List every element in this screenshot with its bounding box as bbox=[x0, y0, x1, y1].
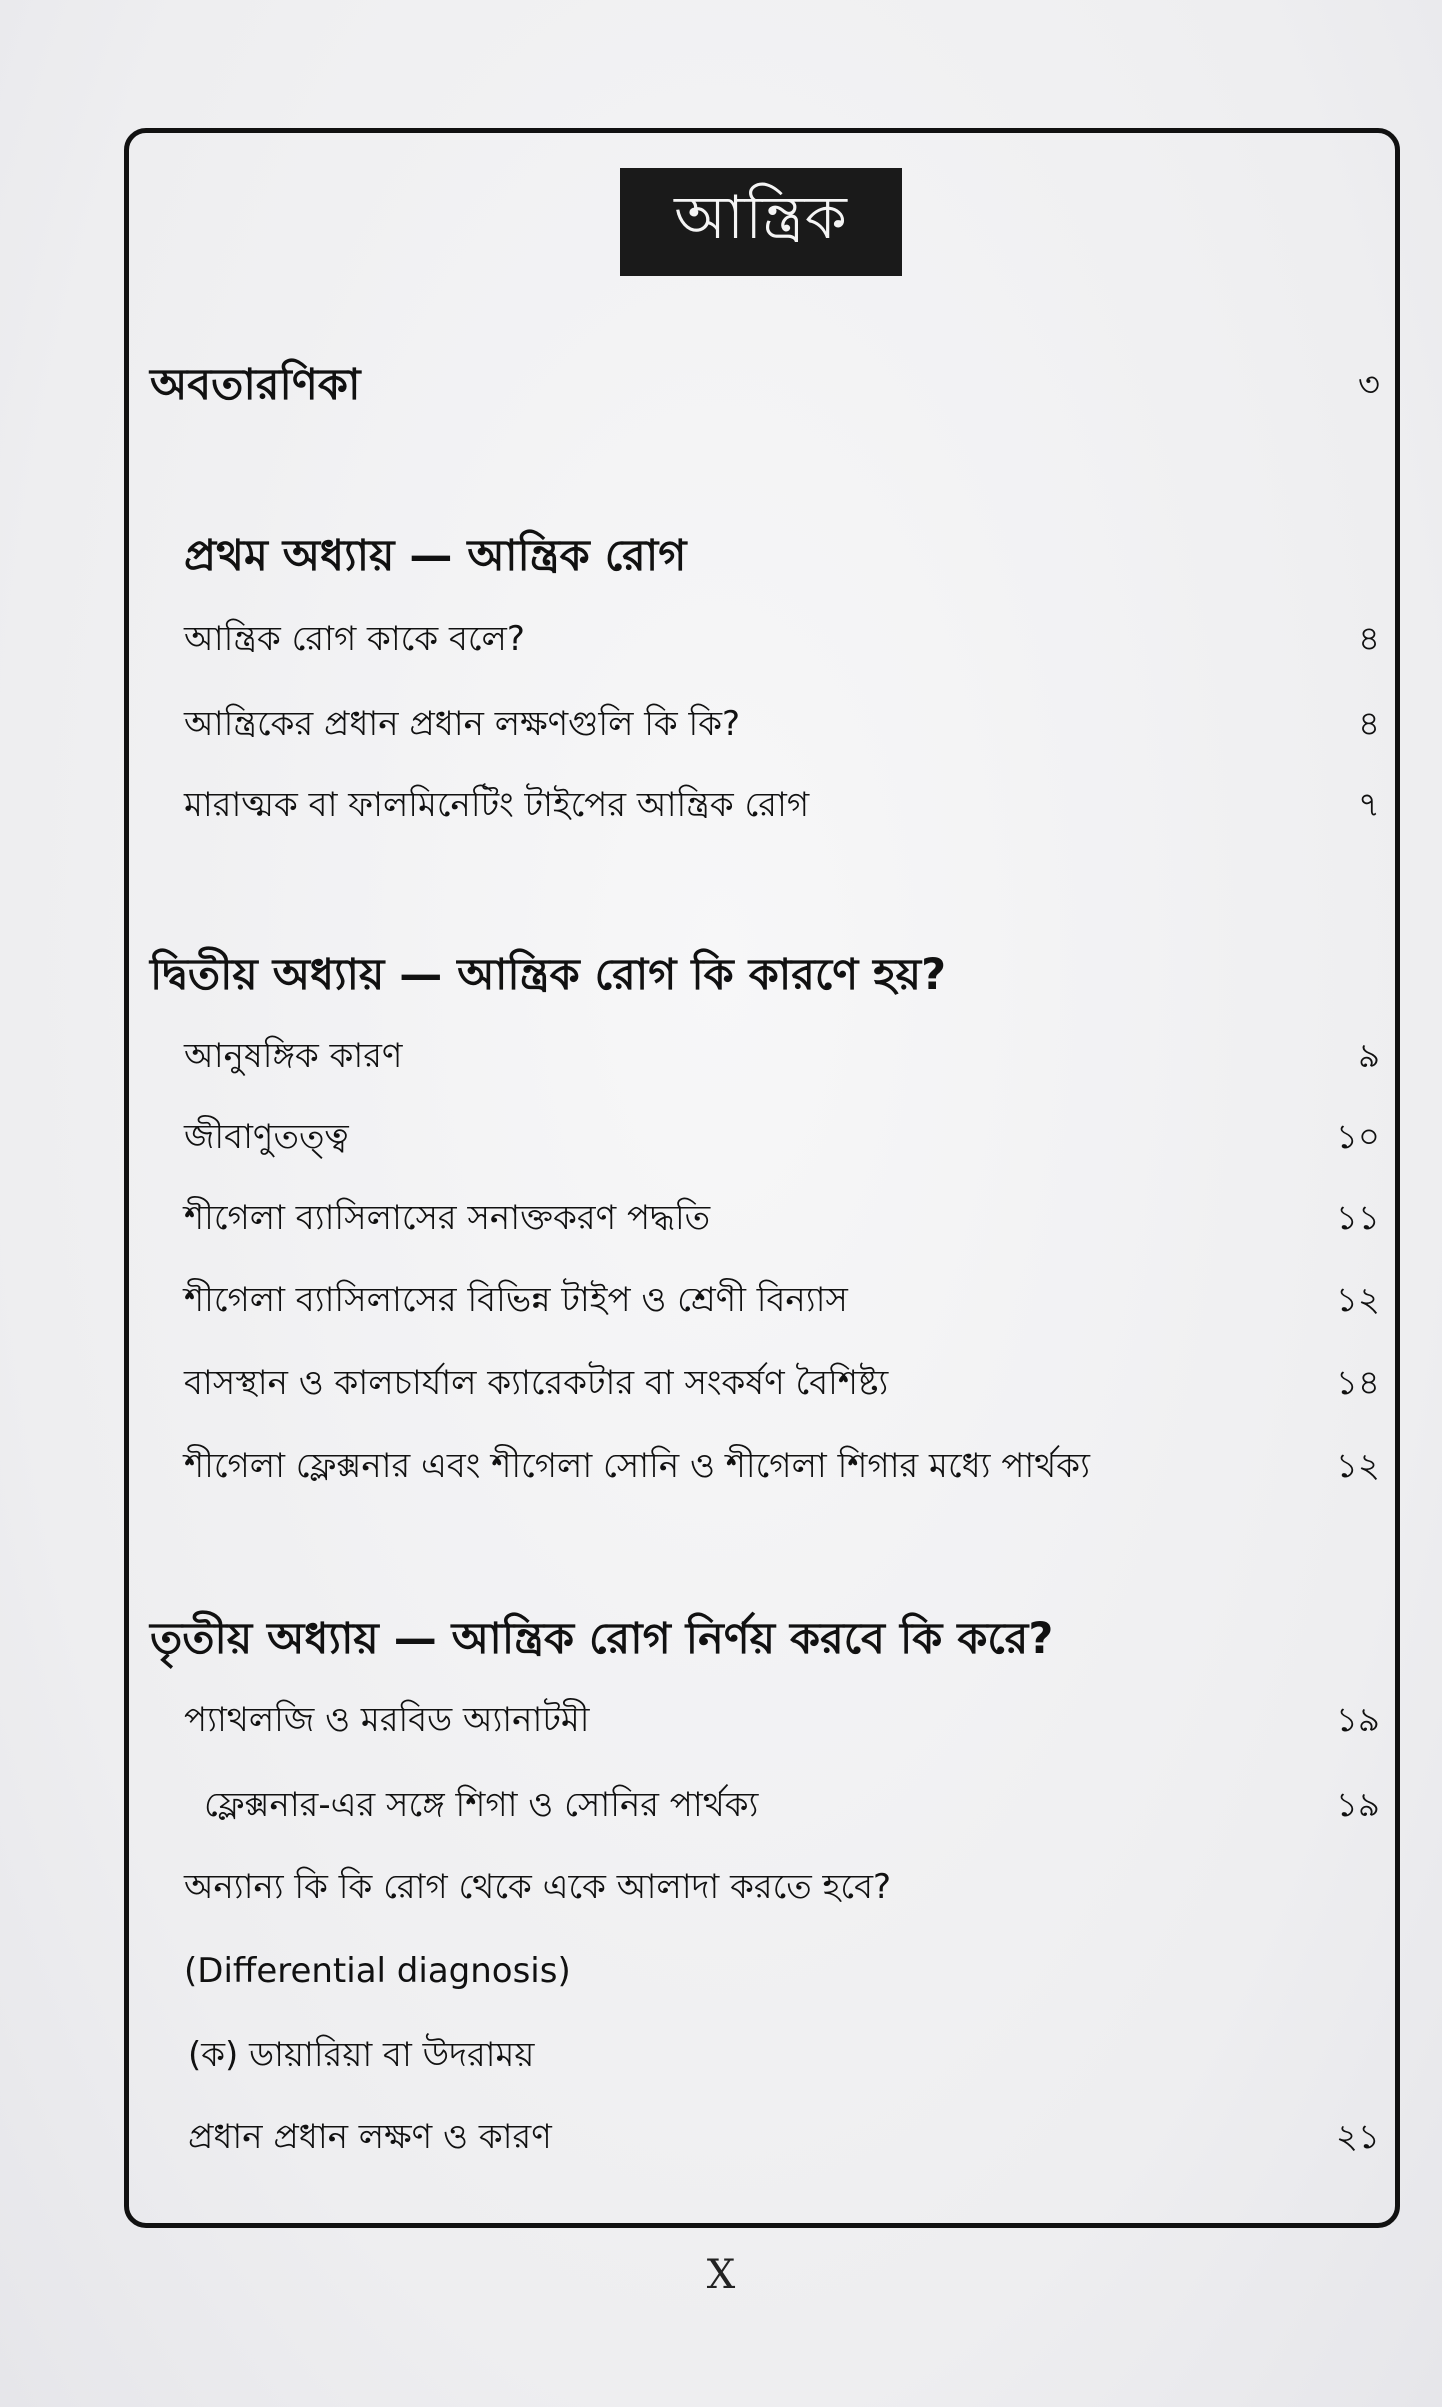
chapter-heading: দ্বিতীয় অধ্যায় — আন্ত্রিক রোগ কি কারণে হয়? bbox=[150, 950, 947, 1000]
toc-entry-label: প্যাথলজি ও মরবিড অ্যানাটমী bbox=[184, 1700, 590, 1740]
chapter-2-heading-row bbox=[0, 940, 1442, 1010]
toc-entry-label: আন্ত্রিকের প্রধান প্রধান লক্ষণগুলি কি কি? bbox=[184, 704, 741, 744]
toc-entry-label: শীগেলা ফ্লেক্সনার এবং শীগেলা সোনি ও শীগেলা শিগার মধ্যে পার্থক্য bbox=[184, 1446, 1090, 1486]
toc-entry-row bbox=[0, 1770, 1442, 1840]
toc-entry-row bbox=[0, 2020, 1442, 2090]
toc-page-number: ১০ bbox=[1335, 1117, 1380, 1157]
chapter-heading: প্রথম অধ্যায় — আন্ত্রিক রোগ bbox=[184, 531, 687, 581]
toc-page-number: ৩ bbox=[1357, 365, 1380, 405]
toc-page-number: ৪ bbox=[1357, 619, 1380, 659]
title-banner bbox=[620, 168, 902, 276]
page-folio: X bbox=[706, 2252, 736, 2298]
toc-entry-row bbox=[0, 1852, 1442, 1922]
toc-page-number: ১৪ bbox=[1335, 1363, 1380, 1403]
toc-page-number: ১১ bbox=[1335, 1198, 1380, 1238]
toc-entry-row bbox=[0, 2102, 1442, 2172]
chapter-1-heading-row bbox=[0, 521, 1442, 591]
toc-entry-row bbox=[0, 1102, 1442, 1172]
toc-page-number: ৭ bbox=[1357, 785, 1380, 825]
toc-intro-row bbox=[0, 350, 1442, 420]
toc-heading-label: অবতারণিকা bbox=[150, 360, 361, 410]
toc-entry-label: ফ্লেক্সনার-এর সঙ্গে শিগা ও সোনির পার্থক্য bbox=[204, 1785, 759, 1825]
chapter-heading: তৃতীয় অধ্যায় — আন্ত্রিক রোগ নির্ণয় করবে কি করে? bbox=[150, 1614, 1054, 1664]
toc-entry-label: অন্যান্য কি কি রোগ থেকে একে আলাদা করতে হবে? bbox=[184, 1867, 892, 1907]
toc-entry-row bbox=[0, 1348, 1442, 1418]
toc-entry-label: শীগেলা ব্যাসিলাসের বিভিন্ন টাইপ ও শ্রেণী বিন্যাস bbox=[184, 1280, 848, 1320]
toc-page-number: ৪ bbox=[1357, 704, 1380, 744]
toc-entry-label: শীগেলা ব্যাসিলাসের সনাক্তকরণ পদ্ধতি bbox=[184, 1198, 711, 1238]
toc-entry-row bbox=[0, 1936, 1442, 2006]
toc-entry-row bbox=[0, 1431, 1442, 1501]
toc-page-number: ২১ bbox=[1335, 2117, 1380, 2157]
toc-page-number: ১৯ bbox=[1335, 1700, 1380, 1740]
toc-entry-row bbox=[0, 1021, 1442, 1091]
toc-entry-label: মারাত্মক বা ফালমিনেটিং টাইপের আন্ত্রিক রোগ bbox=[184, 785, 810, 825]
toc-entry-label: (Differential diagnosis) bbox=[184, 1951, 571, 1991]
toc-entry-row bbox=[0, 1183, 1442, 1253]
toc-entry-row bbox=[0, 1265, 1442, 1335]
toc-entry-label: বাসস্থান ও কালচার্যাল ক্যারেকটার বা সংকর্ষণ বৈশিষ্ট্য bbox=[184, 1363, 889, 1403]
page-title: আন্ত্রিক bbox=[674, 183, 848, 253]
toc-entry-label: জীবাণুতত্ত্ব bbox=[184, 1117, 349, 1157]
toc-page-number: ৯ bbox=[1357, 1036, 1380, 1076]
toc-page-number: ১২ bbox=[1335, 1280, 1380, 1320]
toc-entry-label: আন্ত্রিক রোগ কাকে বলে? bbox=[184, 619, 525, 659]
toc-entry-row bbox=[0, 1685, 1442, 1755]
toc-entry-row bbox=[0, 689, 1442, 759]
toc-page-number: ১৯ bbox=[1335, 1785, 1380, 1825]
toc-entry-row bbox=[0, 604, 1442, 674]
toc-entry-label: প্রধান প্রধান লক্ষণ ও কারণ bbox=[188, 2117, 552, 2157]
toc-entry-row bbox=[0, 770, 1442, 840]
chapter-3-heading-row bbox=[0, 1604, 1442, 1674]
toc-entry-label: (ক) ডায়ারিয়া বা উদরাময় bbox=[188, 2035, 535, 2075]
toc-entry-label: আনুষঙ্গিক কারণ bbox=[184, 1036, 403, 1076]
toc-page-number: ১২ bbox=[1335, 1446, 1380, 1486]
